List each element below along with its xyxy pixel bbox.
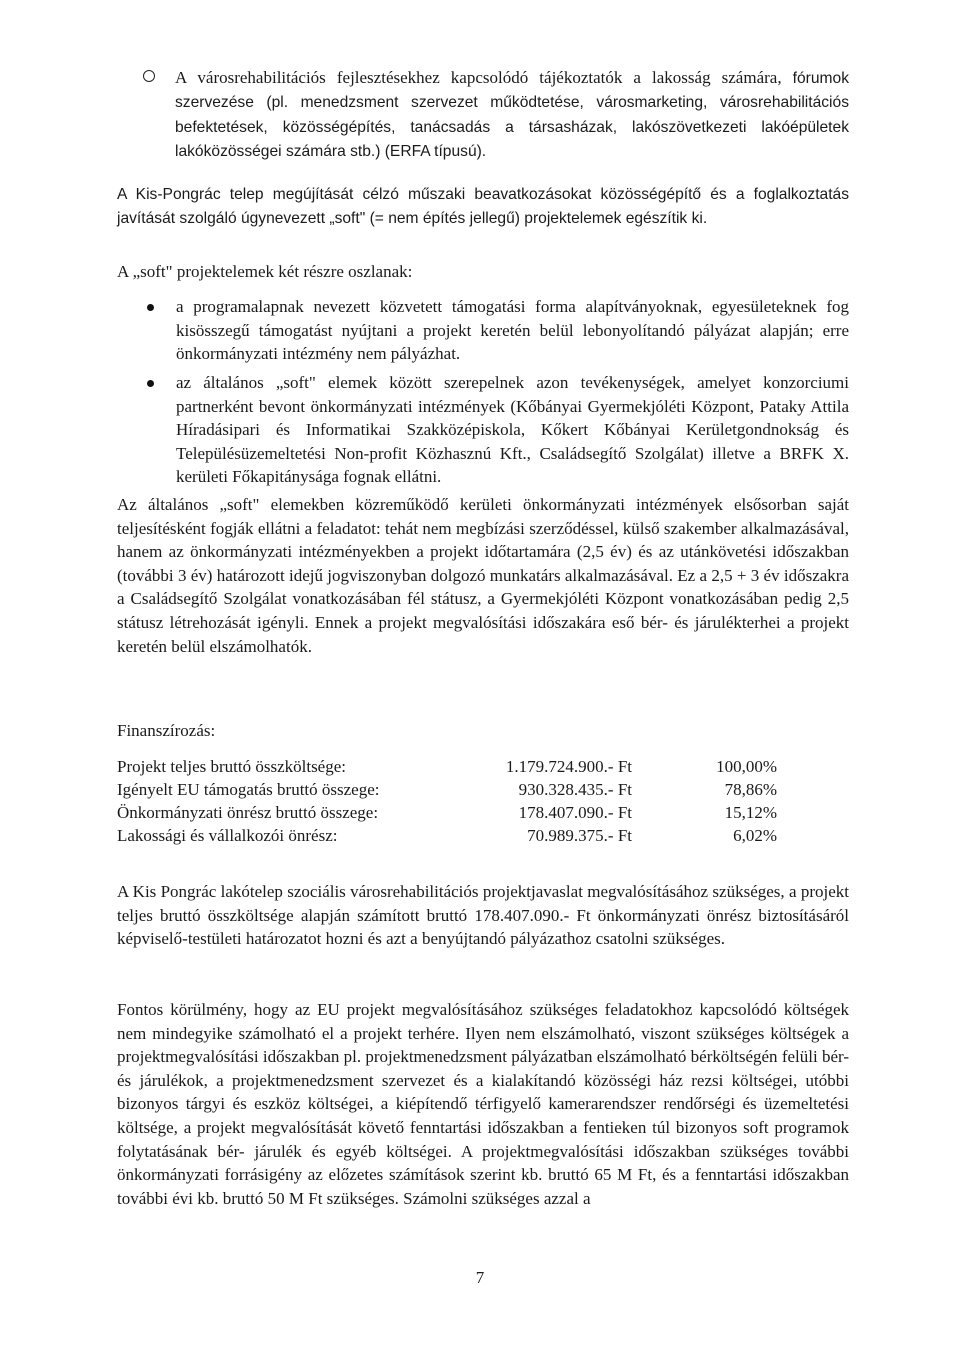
financing-label: Projekt teljes bruttó összköltsége: bbox=[117, 757, 346, 776]
paragraph-decision: A Kis Pongrác lakótelep szociális városrehabilitációs projektjavaslat megvalósításához szükséges, a projekt teljes bruttó összköltsége alapján számított bruttó 178.407.090.- Ft önkormányzati önrész biztosításáról képviselő-testületi határozatot hozni és azt a benyújtandó pályázathoz csatolni szükséges. bbox=[117, 882, 849, 949]
financing-amount: 178.407.090.- Ft bbox=[518, 803, 632, 822]
financing-amount: 930.328.435.- Ft bbox=[518, 780, 632, 799]
paragraph-soft-intro: A Kis-Pongrác telep megújítását célzó műszaki beavatkozásokat közösségépítő és a foglalkoztatás javítását szolgáló úgynevezett „soft" (= nem építés jellegű) projektelemek egészítik ki. bbox=[117, 186, 849, 227]
financing-label: Önkormányzati önrész bruttó összege: bbox=[117, 803, 379, 822]
page-number: 7 bbox=[475, 1268, 485, 1287]
financing-percent: 6,02% bbox=[733, 826, 777, 845]
list-item-continuation: fórumok szervezése (pl. menedzsment szervezet működtetése, városmarketing, városrehabilitációs befektetések, közösségépítés, tanácsadás a társasházak, lakószövetkezeti lakóépületek lakóközösségei számára stb.) (ERFA típusú). bbox=[175, 70, 849, 161]
financing-label: Lakossági és vállalkozói önrész: bbox=[117, 826, 338, 845]
financing-label: Igényelt EU támogatás bruttó összege: bbox=[117, 780, 380, 799]
financing-amount: 1.179.724.900.- Ft bbox=[505, 757, 632, 776]
financing-percent: 100,00% bbox=[716, 757, 777, 776]
paragraph-important: Fontos körülmény, hogy az EU projekt megvalósításához szükséges feladatokhoz kapcsolódó költségek nem mindegyike számolható el a projekt terhére. Ilyen nem elszámolható, viszont szükséges költségek a projektmegvalósítási időszakban pl. projektmenedzsment pályázatban elszámolható bérköltségén felüli bér- és járulékok, a projektmenedzsment szervezet és a kialakítandó közösségi ház rezsi költségei, utóbbi bizonyos tárgyi és eszköz költségei, a kiépítendő térfigyelő kamerarendszer rendőrségi és üzemeltetési költsége, a projekt megvalósítását követő fenntartási időszakban a fentieken túl bizonyos soft programok folytatásának bér- járulék és egyéb költségei. A projektmegvalósítási időszakban szükséges további önkormányzati forrásigény az előzetes számítások szerint kb. bruttó 65 M Ft, és a fenntartási időszakban további évi kb. bruttó 50 M Ft szükséges. Számolni szükséges azzal a bbox=[117, 1000, 849, 1208]
financing-row bbox=[117, 803, 777, 825]
financing-row bbox=[117, 757, 777, 779]
hollow-circle-bullet-icon bbox=[143, 70, 155, 82]
financing-row bbox=[117, 780, 777, 802]
financing-percent: 78,86% bbox=[724, 780, 777, 799]
paragraph-general-soft: Az általános „soft" elemekben közreműködő kerületi önkormányzati intézmények elsősorban saját teljesítésként fogják ellátni a feladatot: tehát nem megbízási szerződéssel, külső szakember alkalmazásával, hanem az önkormányzati intézményekben a projekt időtartamára (2,5 év) és az utánkövetési időszakban (további 3 év) határozott idejű jogviszonyban dolgozó munkatárs alkalmazásával. Ez a 2,5 + 3 év időszakra a Családsegítő Szolgálat vonatkozásában fél státusz, a Gyermekjóléti Központ vonatkozásában pedig 2,5 státusz létrehozását igényli. Ennek a projekt megvalósítási időszakára eső bér- és járulékterhei a projekt keretén belül elszámolhatók. bbox=[117, 495, 849, 656]
bullet-program-fund: a programalapnak nevezett közvetett támogatási forma alapítványoknak, egyesületeknek fog kisösszegű támogatást nyújtani a projekt keretén belül lebonyolítandó pályázat alapján; erre önkormányzati intézmény nem pályázhat. bbox=[176, 297, 849, 364]
bullet-dot-icon bbox=[147, 380, 154, 387]
bullet-general-soft: az általános „soft" elemek között szerepelnek azon tevékenységek, amelyet konzorciumi partnerként bevont önkormányzati intézmények (Kőbányai Gyermekjóléti Központ, Pataky Attila Híradásipari és Informatikai Szakközépiskola, Kőkert Kőbányai Kerületgondnokság és Településüzemeltetési Non-profit Közhasznú Kft., Családsegítő Szolgálat) illetve a BRFK X. kerületi Főkapitánysága fognak ellátni. bbox=[176, 373, 849, 487]
financing-percent: 15,12% bbox=[724, 803, 777, 822]
list-item-first-line: A városrehabilitációs fejlesztésekhez kapcsolódó tájékoztatók a lakosság számára, bbox=[175, 68, 782, 87]
list-item-info-forums bbox=[175, 66, 849, 164]
bullet-dot-icon bbox=[147, 304, 154, 311]
soft-split-heading: A „soft" projektelemek két részre oszlanak: bbox=[117, 262, 413, 281]
financing-amount: 70.989.375.- Ft bbox=[527, 826, 632, 845]
financing-title: Finanszírozás: bbox=[117, 721, 216, 740]
financing-row bbox=[117, 826, 777, 848]
